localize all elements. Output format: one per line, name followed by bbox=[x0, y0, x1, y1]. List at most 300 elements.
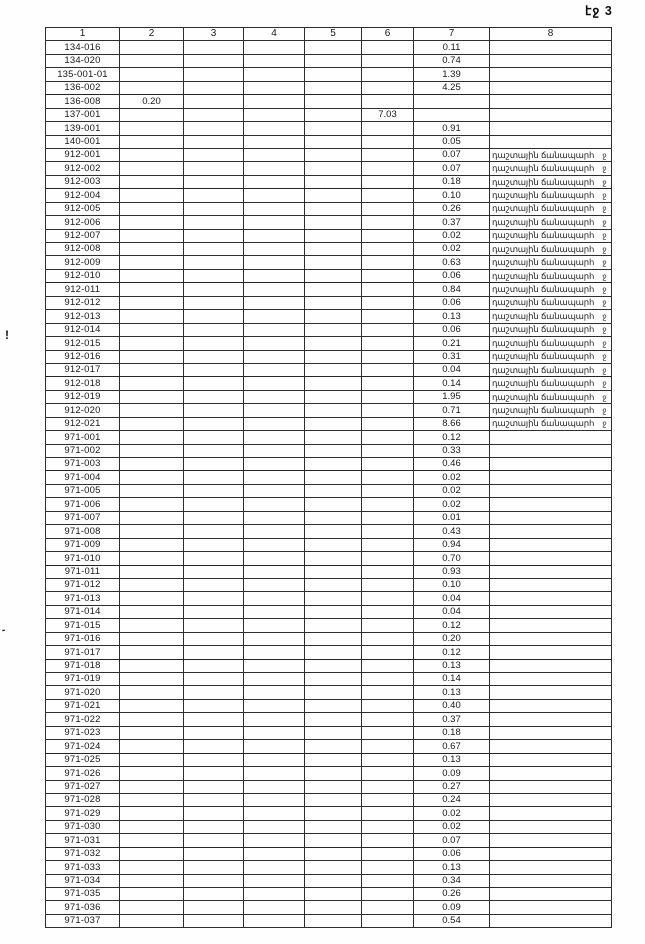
empty-cell bbox=[490, 753, 612, 766]
empty-cell bbox=[184, 767, 244, 780]
empty-cell bbox=[305, 175, 362, 188]
table-row bbox=[46, 726, 612, 739]
empty-cell bbox=[184, 673, 244, 686]
empty-cell bbox=[305, 148, 362, 161]
empty-cell bbox=[362, 767, 414, 780]
empty-cell bbox=[244, 283, 305, 296]
empty-cell bbox=[184, 323, 244, 336]
empty-cell bbox=[244, 296, 305, 309]
empty-cell bbox=[120, 498, 184, 511]
row-note-overflow-mark: ջ bbox=[602, 164, 607, 174]
empty-cell bbox=[362, 699, 414, 712]
empty-cell bbox=[305, 511, 362, 524]
row-note-overflow-mark: ջ bbox=[602, 285, 607, 295]
empty-cell bbox=[184, 122, 244, 135]
empty-cell bbox=[490, 498, 612, 511]
row-note-text: դաշտային ճանապարհ bbox=[492, 378, 595, 389]
row-code: 971-016 bbox=[46, 632, 120, 645]
scan-artifact: ! bbox=[5, 328, 9, 342]
table-row bbox=[46, 713, 612, 726]
empty-cell bbox=[244, 740, 305, 753]
row-code: 971-002 bbox=[46, 444, 120, 457]
empty-cell bbox=[244, 404, 305, 417]
row-value: 0.02 bbox=[414, 471, 490, 484]
empty-cell bbox=[362, 390, 414, 403]
empty-cell bbox=[120, 914, 184, 927]
empty-cell bbox=[362, 578, 414, 591]
row-code: 139-001 bbox=[46, 122, 120, 135]
empty-cell bbox=[362, 726, 414, 739]
empty-cell bbox=[244, 525, 305, 538]
row-value: 0.02 bbox=[414, 820, 490, 833]
empty-cell bbox=[362, 337, 414, 350]
empty-cell bbox=[184, 820, 244, 833]
row-code: 971-003 bbox=[46, 458, 120, 471]
table-row bbox=[46, 202, 612, 215]
empty-cell bbox=[305, 81, 362, 94]
table-row bbox=[46, 122, 612, 135]
row-code: 912-005 bbox=[46, 202, 120, 215]
empty-cell bbox=[305, 793, 362, 806]
empty-cell bbox=[305, 269, 362, 282]
empty-cell bbox=[120, 793, 184, 806]
row-code: 971-011 bbox=[46, 565, 120, 578]
empty-cell bbox=[184, 54, 244, 67]
row-note bbox=[490, 229, 612, 242]
empty-cell bbox=[184, 95, 244, 108]
empty-cell bbox=[184, 619, 244, 632]
empty-cell bbox=[305, 310, 362, 323]
table-row bbox=[46, 592, 612, 605]
empty-cell bbox=[362, 95, 414, 108]
empty-cell bbox=[244, 148, 305, 161]
empty-cell bbox=[414, 108, 490, 121]
empty-cell bbox=[362, 874, 414, 887]
empty-cell bbox=[244, 753, 305, 766]
empty-cell bbox=[244, 619, 305, 632]
row-note-overflow-mark: ջ bbox=[602, 204, 607, 214]
empty-cell bbox=[184, 350, 244, 363]
empty-cell bbox=[244, 592, 305, 605]
empty-cell bbox=[184, 269, 244, 282]
empty-cell bbox=[362, 216, 414, 229]
empty-cell bbox=[184, 686, 244, 699]
empty-cell bbox=[244, 578, 305, 591]
empty-cell bbox=[244, 807, 305, 820]
empty-cell bbox=[305, 108, 362, 121]
empty-cell bbox=[184, 659, 244, 672]
empty-cell bbox=[244, 243, 305, 256]
empty-cell bbox=[490, 592, 612, 605]
empty-cell bbox=[490, 41, 612, 54]
row-note-overflow-mark: ջ bbox=[602, 419, 607, 429]
empty-cell bbox=[305, 135, 362, 148]
row-code: 971-015 bbox=[46, 619, 120, 632]
empty-cell bbox=[120, 148, 184, 161]
row-code: 971-020 bbox=[46, 686, 120, 699]
row-note-overflow-mark: ջ bbox=[602, 150, 607, 160]
row-code: 971-007 bbox=[46, 511, 120, 524]
table-row bbox=[46, 148, 612, 161]
empty-cell bbox=[362, 68, 414, 81]
empty-cell bbox=[244, 350, 305, 363]
row-value: 0.40 bbox=[414, 699, 490, 712]
empty-cell bbox=[305, 229, 362, 242]
row-value: 0.26 bbox=[414, 202, 490, 215]
empty-cell bbox=[120, 673, 184, 686]
table-row bbox=[46, 390, 612, 403]
empty-cell bbox=[184, 135, 244, 148]
table-row bbox=[46, 780, 612, 793]
row-code: 971-019 bbox=[46, 673, 120, 686]
empty-cell bbox=[120, 901, 184, 914]
row-value: 8.66 bbox=[414, 417, 490, 430]
empty-cell bbox=[120, 619, 184, 632]
column-header: 4 bbox=[244, 28, 305, 41]
table-row bbox=[46, 175, 612, 188]
empty-cell bbox=[244, 95, 305, 108]
empty-cell bbox=[120, 377, 184, 390]
empty-cell bbox=[244, 471, 305, 484]
row-code: 971-005 bbox=[46, 484, 120, 497]
table-header-row bbox=[46, 28, 612, 41]
empty-cell bbox=[362, 740, 414, 753]
empty-cell bbox=[490, 888, 612, 901]
empty-cell bbox=[490, 713, 612, 726]
empty-cell bbox=[184, 256, 244, 269]
empty-cell bbox=[305, 578, 362, 591]
row-code: 912-012 bbox=[46, 296, 120, 309]
empty-cell bbox=[120, 337, 184, 350]
row-note-overflow-mark: ջ bbox=[602, 231, 607, 241]
empty-cell bbox=[305, 726, 362, 739]
table-row bbox=[46, 484, 612, 497]
empty-cell bbox=[362, 605, 414, 618]
row-note-text: դաշտային ճանապարհ bbox=[492, 284, 595, 295]
empty-cell bbox=[305, 888, 362, 901]
row-note bbox=[490, 269, 612, 282]
empty-cell bbox=[244, 337, 305, 350]
row-value: 0.02 bbox=[414, 243, 490, 256]
row-note bbox=[490, 310, 612, 323]
row-note-overflow-mark: ջ bbox=[602, 217, 607, 227]
empty-cell bbox=[305, 189, 362, 202]
row-value: 0.06 bbox=[414, 847, 490, 860]
row-note-overflow-mark: ջ bbox=[602, 244, 607, 254]
empty-cell bbox=[244, 659, 305, 672]
table-row bbox=[46, 552, 612, 565]
row-code: 912-009 bbox=[46, 256, 120, 269]
empty-cell bbox=[305, 605, 362, 618]
table-row bbox=[46, 673, 612, 686]
table-row bbox=[46, 874, 612, 887]
empty-cell bbox=[305, 699, 362, 712]
table-row bbox=[46, 417, 612, 430]
table-row bbox=[46, 41, 612, 54]
row-note-text: դաշտային ճանապարհ bbox=[492, 230, 595, 241]
empty-cell bbox=[305, 417, 362, 430]
empty-cell bbox=[362, 673, 414, 686]
empty-cell bbox=[490, 673, 612, 686]
empty-cell bbox=[244, 632, 305, 645]
empty-cell bbox=[184, 807, 244, 820]
empty-cell bbox=[184, 511, 244, 524]
row-value: 0.27 bbox=[414, 780, 490, 793]
row-code: 140-001 bbox=[46, 135, 120, 148]
row-code: 912-013 bbox=[46, 310, 120, 323]
empty-cell bbox=[184, 471, 244, 484]
empty-cell bbox=[362, 202, 414, 215]
table-row bbox=[46, 753, 612, 766]
empty-cell bbox=[305, 847, 362, 860]
empty-cell bbox=[244, 914, 305, 927]
row-note-text: դաշտային ճանապարհ bbox=[492, 364, 595, 375]
empty-cell bbox=[244, 874, 305, 887]
empty-cell bbox=[120, 834, 184, 847]
row-value: 0.13 bbox=[414, 686, 490, 699]
row-value: 0.12 bbox=[414, 431, 490, 444]
row-code: 971-032 bbox=[46, 847, 120, 860]
row-note bbox=[490, 323, 612, 336]
empty-cell bbox=[305, 673, 362, 686]
empty-cell bbox=[120, 404, 184, 417]
row-note bbox=[490, 296, 612, 309]
row-value: 0.37 bbox=[414, 216, 490, 229]
empty-cell bbox=[305, 95, 362, 108]
empty-cell bbox=[305, 713, 362, 726]
row-value: 0.93 bbox=[414, 565, 490, 578]
empty-cell bbox=[184, 390, 244, 403]
empty-cell bbox=[244, 175, 305, 188]
row-value: 0.46 bbox=[414, 458, 490, 471]
empty-cell bbox=[244, 484, 305, 497]
empty-cell bbox=[184, 68, 244, 81]
row-value: 0.20 bbox=[414, 632, 490, 645]
row-code: 971-026 bbox=[46, 767, 120, 780]
empty-cell bbox=[120, 256, 184, 269]
empty-cell bbox=[120, 578, 184, 591]
table-row bbox=[46, 135, 612, 148]
empty-cell bbox=[244, 861, 305, 874]
empty-cell bbox=[184, 175, 244, 188]
empty-cell bbox=[120, 202, 184, 215]
empty-cell bbox=[490, 525, 612, 538]
empty-cell bbox=[244, 901, 305, 914]
empty-cell bbox=[362, 431, 414, 444]
table-row bbox=[46, 256, 612, 269]
page-number: էջ 3 bbox=[585, 4, 613, 18]
row-note-overflow-mark: ջ bbox=[602, 392, 607, 402]
row-value: 0.14 bbox=[414, 377, 490, 390]
row-value: 0.43 bbox=[414, 525, 490, 538]
table-row bbox=[46, 632, 612, 645]
empty-cell bbox=[490, 538, 612, 551]
empty-cell bbox=[362, 229, 414, 242]
table-row bbox=[46, 914, 612, 927]
row-code: 971-033 bbox=[46, 861, 120, 874]
empty-cell bbox=[362, 283, 414, 296]
row-code: 971-034 bbox=[46, 874, 120, 887]
row-value: 0.70 bbox=[414, 552, 490, 565]
row-code: 971-021 bbox=[46, 699, 120, 712]
empty-cell bbox=[305, 686, 362, 699]
empty-cell bbox=[120, 484, 184, 497]
row-value: 0.18 bbox=[414, 726, 490, 739]
empty-cell bbox=[120, 363, 184, 376]
row-note bbox=[490, 202, 612, 215]
table-row bbox=[46, 296, 612, 309]
row-value: 0.05 bbox=[414, 135, 490, 148]
table-row bbox=[46, 350, 612, 363]
table-row bbox=[46, 310, 612, 323]
row-note bbox=[490, 350, 612, 363]
empty-cell bbox=[490, 686, 612, 699]
empty-cell bbox=[120, 565, 184, 578]
empty-cell bbox=[305, 901, 362, 914]
row-code: 912-011 bbox=[46, 283, 120, 296]
row-code: 971-030 bbox=[46, 820, 120, 833]
empty-cell bbox=[305, 619, 362, 632]
empty-cell bbox=[244, 81, 305, 94]
empty-cell bbox=[490, 767, 612, 780]
row-note-text: դաշտային ճանապարհ bbox=[492, 257, 595, 268]
empty-cell bbox=[490, 458, 612, 471]
empty-cell bbox=[362, 256, 414, 269]
empty-cell bbox=[120, 820, 184, 833]
empty-cell bbox=[244, 216, 305, 229]
row-code: 912-007 bbox=[46, 229, 120, 242]
empty-cell bbox=[120, 283, 184, 296]
empty-cell bbox=[120, 538, 184, 551]
row-code: 912-001 bbox=[46, 148, 120, 161]
empty-cell bbox=[362, 175, 414, 188]
empty-cell bbox=[120, 296, 184, 309]
empty-cell bbox=[305, 444, 362, 457]
table-row bbox=[46, 68, 612, 81]
empty-cell bbox=[244, 699, 305, 712]
empty-cell bbox=[244, 847, 305, 860]
empty-cell bbox=[305, 807, 362, 820]
table-row bbox=[46, 686, 612, 699]
table-row bbox=[46, 659, 612, 672]
table-row bbox=[46, 444, 612, 457]
empty-cell bbox=[362, 310, 414, 323]
empty-cell bbox=[305, 525, 362, 538]
empty-cell bbox=[120, 686, 184, 699]
empty-cell bbox=[184, 874, 244, 887]
empty-cell bbox=[184, 793, 244, 806]
table-row bbox=[46, 189, 612, 202]
empty-cell bbox=[184, 283, 244, 296]
table-row bbox=[46, 229, 612, 242]
empty-cell bbox=[244, 565, 305, 578]
row-note-text: դաշտային ճանապարհ bbox=[492, 310, 595, 321]
column-header: 7 bbox=[414, 28, 490, 41]
empty-cell bbox=[120, 216, 184, 229]
table-row bbox=[46, 888, 612, 901]
row-value: 0.13 bbox=[414, 659, 490, 672]
row-code: 971-012 bbox=[46, 578, 120, 591]
empty-cell bbox=[184, 861, 244, 874]
empty-cell bbox=[362, 404, 414, 417]
empty-cell bbox=[244, 162, 305, 175]
empty-cell bbox=[244, 377, 305, 390]
row-code: 134-016 bbox=[46, 41, 120, 54]
empty-cell bbox=[120, 68, 184, 81]
row-note-text: դաշտային ճանապարհ bbox=[492, 270, 595, 281]
empty-cell bbox=[362, 269, 414, 282]
row-note bbox=[490, 404, 612, 417]
empty-cell bbox=[362, 753, 414, 766]
empty-cell bbox=[362, 888, 414, 901]
empty-cell bbox=[490, 54, 612, 67]
table-row bbox=[46, 646, 612, 659]
empty-cell bbox=[184, 578, 244, 591]
table-row bbox=[46, 498, 612, 511]
empty-cell bbox=[305, 256, 362, 269]
empty-cell bbox=[305, 283, 362, 296]
empty-cell bbox=[244, 726, 305, 739]
empty-cell bbox=[184, 525, 244, 538]
empty-cell bbox=[120, 632, 184, 645]
empty-cell bbox=[305, 874, 362, 887]
row-note-text: դաշտային ճանապարհ bbox=[492, 337, 595, 348]
empty-cell bbox=[490, 68, 612, 81]
empty-cell bbox=[490, 861, 612, 874]
empty-cell bbox=[184, 337, 244, 350]
row-code: 971-037 bbox=[46, 914, 120, 927]
empty-cell bbox=[305, 431, 362, 444]
empty-cell bbox=[184, 753, 244, 766]
row-note-text: դաշտային ճանապարհ bbox=[492, 163, 595, 174]
empty-cell bbox=[120, 229, 184, 242]
empty-cell bbox=[184, 713, 244, 726]
row-value: 0.74 bbox=[414, 54, 490, 67]
empty-cell bbox=[305, 296, 362, 309]
empty-cell bbox=[362, 377, 414, 390]
empty-cell bbox=[184, 592, 244, 605]
empty-cell bbox=[244, 269, 305, 282]
empty-cell bbox=[490, 632, 612, 645]
row-code: 912-008 bbox=[46, 243, 120, 256]
table-row bbox=[46, 699, 612, 712]
row-code: 912-020 bbox=[46, 404, 120, 417]
row-value: 0.18 bbox=[414, 175, 490, 188]
row-value: 0.13 bbox=[414, 310, 490, 323]
empty-cell bbox=[244, 538, 305, 551]
row-code: 971-029 bbox=[46, 807, 120, 820]
row-value: 0.14 bbox=[414, 673, 490, 686]
table-row bbox=[46, 820, 612, 833]
empty-cell bbox=[120, 41, 184, 54]
empty-cell bbox=[490, 471, 612, 484]
row-note bbox=[490, 216, 612, 229]
empty-cell bbox=[184, 229, 244, 242]
empty-cell bbox=[305, 390, 362, 403]
empty-cell bbox=[305, 740, 362, 753]
empty-cell bbox=[305, 243, 362, 256]
empty-cell bbox=[490, 726, 612, 739]
empty-cell bbox=[184, 202, 244, 215]
row-note-overflow-mark: ջ bbox=[602, 177, 607, 187]
empty-cell bbox=[184, 699, 244, 712]
table-row bbox=[46, 269, 612, 282]
empty-cell bbox=[184, 404, 244, 417]
table-row bbox=[46, 740, 612, 753]
empty-cell bbox=[244, 229, 305, 242]
empty-cell bbox=[244, 767, 305, 780]
row-value: 0.02 bbox=[414, 807, 490, 820]
